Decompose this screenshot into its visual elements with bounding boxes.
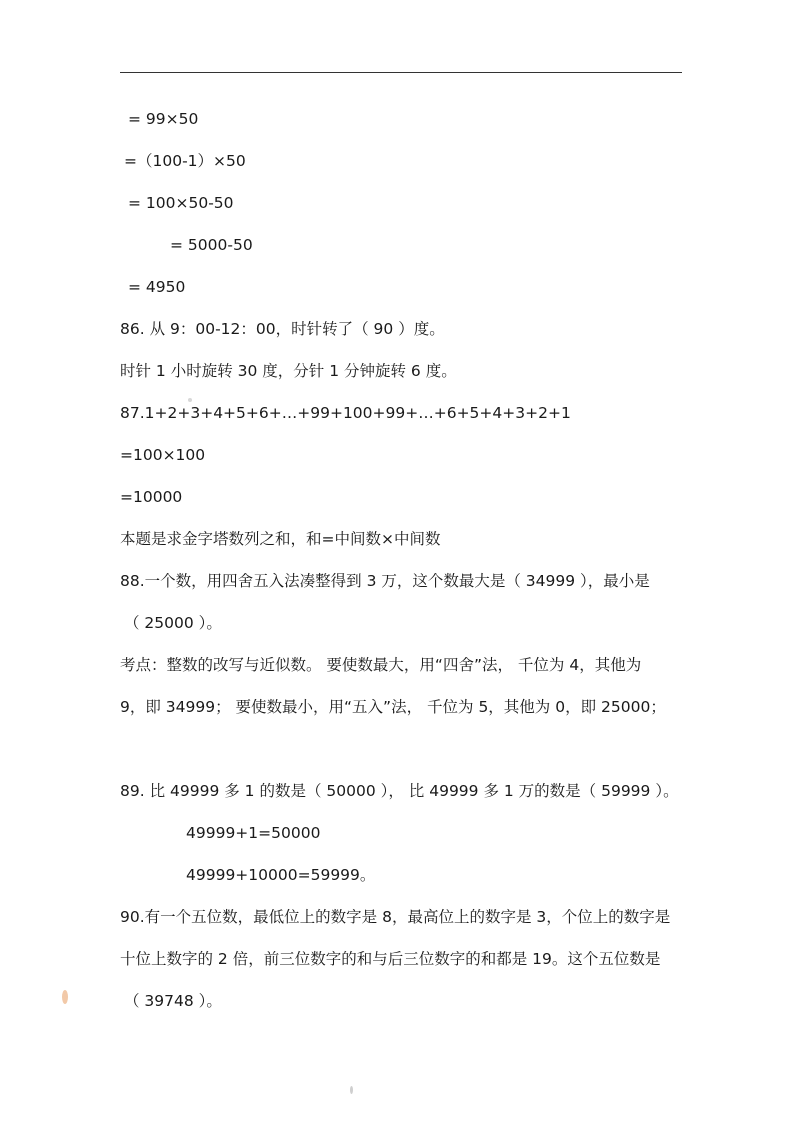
question-88: 88.一个数，用四舍五入法凑整得到 3 万，这个数最大是（ 34999 ），最小是	[120, 572, 650, 590]
explanation-88-line-2: 9，即 34999； 要使数最小，用“五入”法， 千位为 5，其他为 0，即 25000；	[120, 698, 666, 716]
header-rule	[120, 72, 682, 73]
question-90-line-1: 90.有一个五位数，最低位上的数字是 8，最高位上的数字是 3，个位上的数字是	[120, 908, 671, 926]
question-89: 89. 比 49999 多 1 的数是（ 50000 ）， 比 49999 多 1 万的数是（ 59999 ）。	[120, 782, 679, 800]
question-90-line-2: 十位上数字的 2 倍，前三位数字的和与后三位数字的和都是 19。这个五位数是	[120, 950, 661, 968]
calc-87-step-1: =100×100	[120, 446, 206, 464]
calc-step-4: = 5000-50	[170, 236, 253, 254]
calc-step-1: = 99×50	[128, 110, 199, 128]
question-86: 86. 从 9：00-12：00，时针转了（ 90 ）度。	[120, 320, 445, 338]
calc-step-3: = 100×50-50	[128, 194, 234, 212]
scan-speck	[350, 1086, 353, 1094]
calc-step-5: = 4950	[128, 278, 186, 296]
calc-step-2: =（100-1）×50	[124, 152, 246, 170]
question-87: 87.1+2+3+4+5+6+…+99+100+99+…+6+5+4+3+2+1	[120, 404, 571, 422]
explanation-86: 时针 1 小时旋转 30 度，分针 1 分钟旋转 6 度。	[120, 362, 457, 380]
explanation-88-line-1: 考点：整数的改写与近似数。 要使数最大，用“四舍”法， 千位为 4，其他为	[120, 656, 642, 674]
answer-90: （ 39748 ）。	[124, 992, 222, 1010]
scan-speck	[62, 990, 68, 1004]
scan-speck	[188, 398, 192, 402]
answer-88: （ 25000 ）。	[124, 614, 222, 632]
explanation-87: 本题是求金字塔数列之和，和=中间数×中间数	[120, 530, 441, 548]
calc-89-step-1: 49999+1=50000	[186, 824, 321, 842]
calc-87-step-2: =10000	[120, 488, 183, 506]
calc-89-step-2: 49999+10000=59999。	[186, 866, 376, 884]
